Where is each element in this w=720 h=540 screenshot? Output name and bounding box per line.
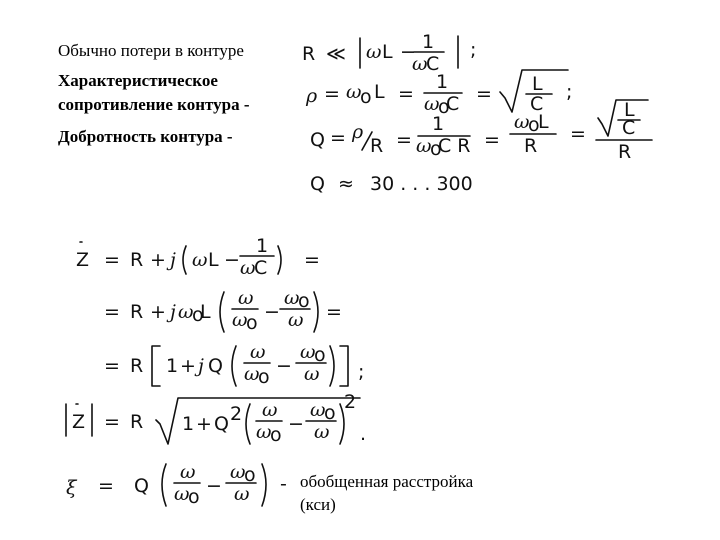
svg-text:1: 1 — [182, 413, 195, 435]
svg-text:-: - — [280, 473, 287, 495]
svg-text:=: = — [330, 127, 346, 149]
quality-label: Добротность контура - — [58, 127, 233, 146]
svg-text:ω: ω — [304, 363, 320, 385]
svg-text:ω: ω — [346, 81, 362, 103]
svg-text:L: L — [538, 111, 549, 133]
svg-text:R: R — [130, 411, 144, 433]
svg-text:ω: ω — [262, 399, 278, 421]
formula-quality — [310, 99, 652, 163]
svg-text:L: L — [624, 99, 635, 121]
svg-text:+: + — [150, 301, 166, 323]
svg-text:ω: ω — [174, 483, 190, 505]
svg-text:ω: ω — [178, 301, 194, 323]
svg-text:=: = — [104, 411, 120, 433]
svg-text:=: = — [396, 129, 412, 151]
svg-text:R: R — [130, 301, 144, 323]
svg-text:Q: Q — [214, 413, 229, 435]
svg-text:R: R — [302, 43, 316, 65]
svg-text:ω: ω — [230, 461, 246, 483]
svg-text:−: − — [276, 355, 292, 377]
svg-text:≈: ≈ — [338, 173, 354, 195]
svg-text:o: o — [324, 402, 336, 424]
svg-text:ω: ω — [240, 257, 256, 279]
svg-text:ω: ω — [244, 363, 260, 385]
svg-text:o: o — [528, 114, 540, 136]
svg-text:R: R — [130, 249, 144, 271]
svg-text:2: 2 — [344, 391, 357, 413]
formula-impedance-1 — [76, 235, 320, 279]
svg-text:ω: ω — [284, 287, 300, 309]
losses-label: Обычно потери в контуре — [58, 41, 244, 60]
svg-text:+: + — [180, 355, 196, 377]
svg-text:+: + — [150, 249, 166, 271]
formula-characteristic — [305, 70, 572, 118]
svg-text:30 . . . 300: 30 . . . 300 — [370, 173, 473, 195]
svg-text:=: = — [398, 83, 414, 105]
svg-text:1: 1 — [432, 113, 445, 135]
svg-text:;: ; — [358, 361, 365, 383]
formula-impedance-modulus — [66, 391, 366, 446]
svg-text:L: L — [200, 301, 211, 323]
svg-text:−: − — [288, 413, 304, 435]
svg-text:R: R — [618, 141, 632, 163]
svg-text:C: C — [622, 117, 636, 139]
svg-text:=: = — [324, 83, 340, 105]
svg-text:1: 1 — [436, 71, 449, 93]
svg-text:Z: Z — [72, 411, 86, 433]
svg-text:R: R — [370, 135, 384, 157]
svg-text:+: + — [196, 413, 212, 435]
svg-text:o: o — [360, 86, 372, 108]
svg-text:=: = — [570, 123, 586, 145]
svg-text:=: = — [98, 475, 114, 497]
svg-text:ω: ω — [310, 399, 326, 421]
detuning-label-line2: (кси) — [300, 495, 336, 514]
svg-text:ω: ω — [256, 421, 272, 443]
svg-text:ω: ω — [314, 421, 330, 443]
svg-text:o: o — [188, 486, 200, 508]
svg-text:ω: ω — [514, 111, 530, 133]
svg-text:R: R — [524, 135, 538, 157]
svg-text:L: L — [374, 81, 385, 103]
svg-text:≪: ≪ — [326, 43, 346, 65]
svg-text:=: = — [104, 249, 120, 271]
svg-text:o: o — [246, 312, 258, 334]
svg-text:ω: ω — [192, 249, 208, 271]
svg-text:2: 2 — [230, 403, 243, 425]
svg-text:o: o — [314, 344, 326, 366]
svg-text:1: 1 — [256, 235, 269, 257]
svg-text:ω: ω — [424, 93, 440, 115]
svg-text:ω: ω — [234, 483, 250, 505]
svg-text:;: ; — [566, 81, 573, 103]
svg-text:o: o — [258, 366, 270, 388]
characteristic-label-line2: сопротивление контура - — [58, 95, 250, 114]
svg-text:C: C — [530, 93, 544, 115]
svg-text:;: ; — [470, 39, 477, 61]
svg-text:Q: Q — [310, 129, 325, 151]
formula-quality-range — [310, 173, 473, 195]
svg-text:R: R — [130, 355, 144, 377]
svg-text:ω: ω — [416, 135, 432, 157]
svg-text:j: j — [170, 249, 176, 271]
svg-text:1: 1 — [166, 355, 179, 377]
svg-text:Z: Z — [76, 249, 90, 271]
svg-text:ω: ω — [232, 309, 248, 331]
svg-text:1: 1 — [422, 31, 435, 53]
formula-losses — [302, 31, 476, 75]
svg-text:ω: ω — [366, 41, 382, 63]
svg-text:C: C — [446, 93, 460, 115]
svg-text:=: = — [484, 129, 500, 151]
svg-text:ω: ω — [250, 341, 266, 363]
svg-text:ω: ω — [238, 287, 254, 309]
formula-impedance-3 — [104, 341, 364, 388]
formula-detuning — [66, 461, 287, 508]
svg-text:Q: Q — [208, 355, 223, 377]
svg-text:C R: C R — [438, 135, 471, 157]
svg-text:Q: Q — [310, 173, 325, 195]
svg-text:o: o — [192, 304, 204, 326]
svg-text:=: = — [476, 83, 492, 105]
svg-text:ω: ω — [288, 309, 304, 331]
svg-text:j: j — [198, 355, 204, 377]
svg-text:ρ: ρ — [352, 121, 364, 143]
svg-text:=: = — [326, 301, 342, 323]
svg-text:ρ: ρ — [306, 85, 318, 107]
formula-impedance-2 — [104, 287, 342, 334]
svg-text:=: = — [104, 301, 120, 323]
svg-text:L: L — [382, 41, 393, 63]
svg-text:j: j — [170, 301, 176, 323]
svg-text:−: − — [224, 249, 240, 271]
svg-text:C: C — [426, 53, 440, 75]
svg-text:−: − — [400, 41, 416, 63]
svg-text:.: . — [360, 423, 367, 445]
characteristic-label-line1: Характеристическое — [58, 71, 218, 90]
svg-text:=: = — [104, 355, 120, 377]
svg-text:o: o — [298, 290, 310, 312]
svg-text:o: o — [438, 96, 450, 118]
svg-text:L: L — [208, 249, 219, 271]
svg-text:ω: ω — [412, 53, 428, 75]
svg-text:ω: ω — [180, 461, 196, 483]
svg-text:ω: ω — [300, 341, 316, 363]
svg-text:Q: Q — [134, 475, 149, 497]
svg-text:o: o — [270, 424, 282, 446]
svg-text:−: − — [264, 301, 280, 323]
detuning-label-line1: обобщенная расстройка — [300, 472, 474, 491]
svg-text:ξ: ξ — [66, 477, 77, 499]
svg-text:o: o — [244, 464, 256, 486]
svg-text:C: C — [254, 257, 268, 279]
svg-text:o: o — [430, 138, 442, 160]
svg-text:L: L — [532, 73, 543, 95]
svg-text:−: − — [206, 475, 222, 497]
svg-text:=: = — [304, 249, 320, 271]
